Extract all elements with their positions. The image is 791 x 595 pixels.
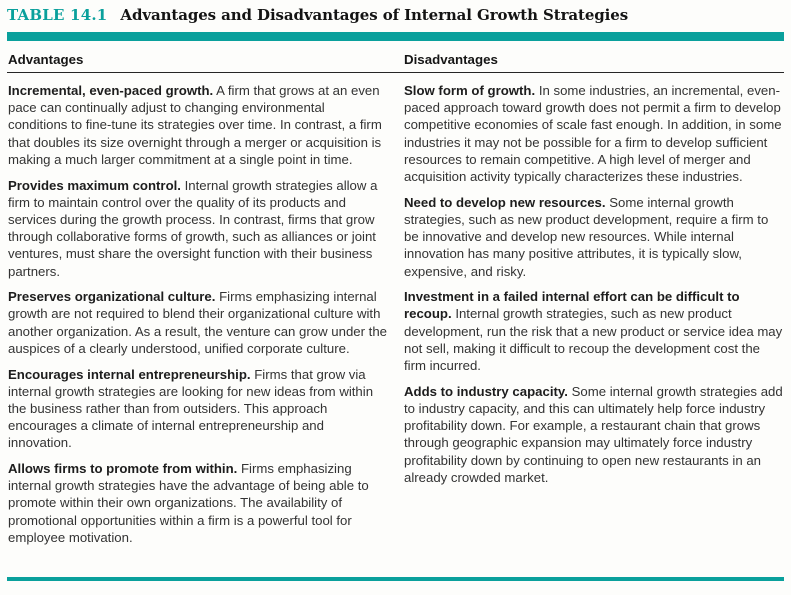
entry-lead: Adds to industry capacity.	[404, 383, 568, 399]
table-title-row	[0, 0, 791, 25]
entry-body: In some industries, an incremental, even-paced approach toward growth does not permit a firm to develop competitive economies of scale fast enough. In addition, in some industries it may not be possible for a firm to develop sufficient resources to remain competitive. A high level of merger and acquisition activity typically characterizes these industries.	[404, 83, 782, 185]
advantage-entry	[8, 366, 387, 452]
disadvantage-entry	[404, 82, 783, 185]
entry-lead: Slow form of growth.	[404, 83, 536, 98]
entry-body: Firms that grow via internal growth strategies are looking for new ideas from within the business rather than from outsiders. This approach encourages a climate of internal entrepreneurship and innovation.	[8, 366, 374, 451]
advantage-entry	[8, 82, 387, 168]
entry-lead: Provides maximum control.	[8, 177, 181, 193]
entry-body: Firms emphasizing internal growth strategies have the advantage of being able to promote within their own organizations. The availability of promotional opportunities within a firm is a powerful tool for employee motivation.	[8, 461, 369, 545]
table-number-label: TABLE 14.1	[7, 6, 108, 24]
accent-bar-bottom	[7, 577, 784, 581]
column-headers	[0, 52, 791, 67]
entry-lead: Incremental, even-paced growth.	[8, 83, 214, 98]
advantage-entry	[8, 288, 387, 357]
entry-lead: Investment in a failed internal effort can be difficult to recoup.	[404, 289, 740, 322]
entry-body: Internal growth strategies allow a firm to maintain control over the quality of its products and services during the growth process. In contrast, firms that grow through collaborative forms of growth, such as alliances or joint ventures, must share the oversight function with their business partners.	[8, 177, 378, 279]
table-title: Advantages and Disadvantages of Internal Growth Strategies	[120, 6, 629, 24]
entry-lead: Need to develop new resources.	[404, 194, 606, 210]
header-divider-rule	[7, 72, 784, 73]
entry-lead: Encourages internal entrepreneurship.	[8, 366, 251, 382]
entry-lead: Allows firms to promote from within.	[8, 461, 238, 477]
entry-body: Some internal growth strategies, such as new product development, require a firm to be innovative and develop new resources. While internal innovation has many positive attributes, it is typically slow, expensive, and risky.	[404, 194, 769, 279]
entry-lead: Preserves organizational culture.	[8, 289, 216, 305]
disadvantage-entry	[404, 288, 783, 374]
advantages-column	[8, 82, 387, 546]
disadvantages-column	[404, 82, 783, 546]
advantage-entry	[8, 460, 387, 546]
entry-body: Firms emphasizing internal growth are not required to blend their organizational culture with another organization. As a result, the venture can grow under the auspices of a clearly understood, unified corporate culture.	[8, 289, 388, 356]
entry-body: Internal growth strategies, such as new product development, run the risk that a new product or service idea may not sell, making it difficult to recoup the development cost the firm incurred.	[404, 306, 783, 374]
entry-body: Some internal growth strategies add to industry capacity, and this can ultimately help force industry profitability down. For example, a restaurant chain that grows through geographic expansion may ultimately force industry profitability down by continuing to open new restaurants in an already crowded market.	[404, 383, 783, 485]
advantages-column-header: Advantages	[8, 52, 84, 67]
disadvantage-entry	[404, 383, 783, 486]
advantage-entry	[8, 177, 387, 280]
disadvantage-entry	[404, 194, 783, 280]
disadvantages-column-header: Disadvantages	[404, 52, 498, 67]
table-body	[0, 82, 791, 546]
entry-body: A firm that grows at an even pace can continually adjust to changing environmental conditions to fine-tune its strategies over time. In contrast, a firm that doubles its size overnight through a merger or acquisition is making a much larger commitment at a single point in time.	[8, 83, 382, 167]
accent-bar-top	[7, 32, 784, 41]
